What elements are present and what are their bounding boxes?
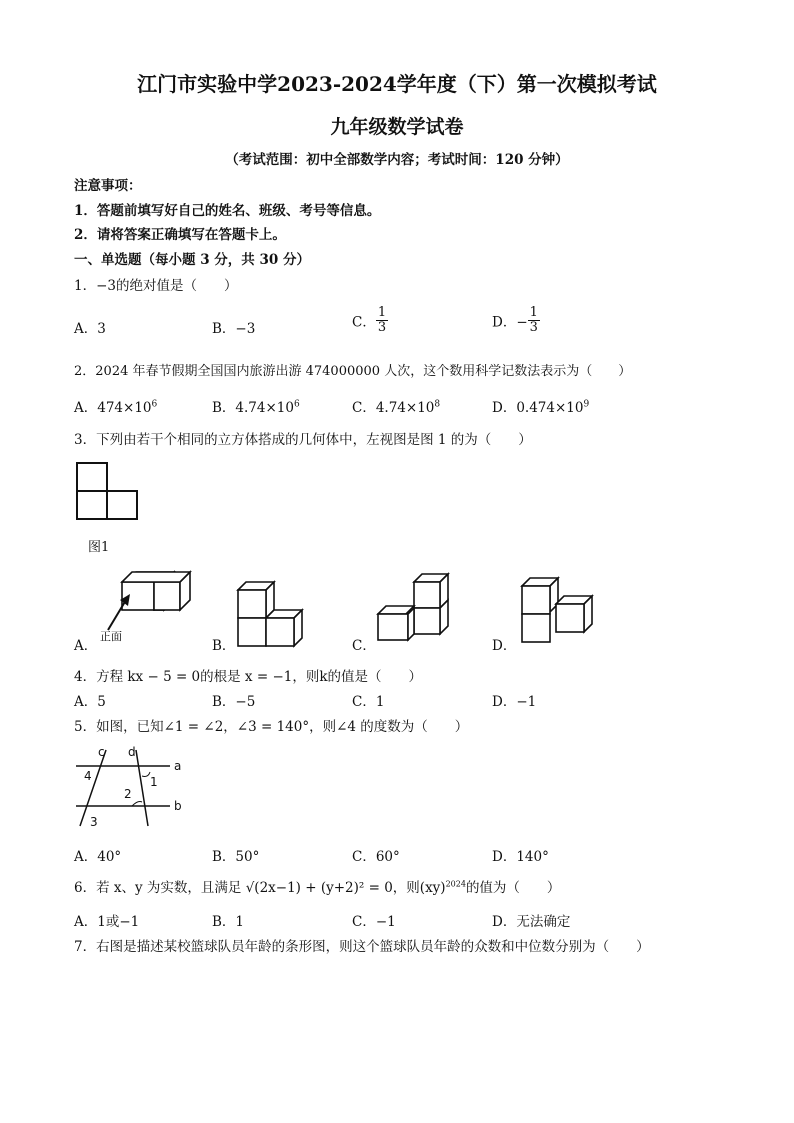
q4-option-a: A．5 xyxy=(74,694,106,710)
q2-option-b-base: B．4.74×10 xyxy=(212,400,294,416)
q6-power-base: (xy) xyxy=(419,880,446,896)
question-1-stem: 1．−3的绝对值是（ ） xyxy=(74,278,238,294)
q1-option-c xyxy=(352,306,388,335)
angle-3-label: 3 xyxy=(90,815,98,829)
note-item: 1．答题前填写好自己的姓名、班级、考号等信息。 xyxy=(74,203,381,219)
q2-option-c xyxy=(352,396,440,416)
note-item: 2．请将答案正确填写在答题卡上。 xyxy=(74,227,286,243)
q2-option-b xyxy=(212,396,300,416)
q2-option-c-base: C．4.74×10 xyxy=(352,400,435,416)
q3-option-c-figure xyxy=(376,572,452,644)
line-a-label: a xyxy=(174,759,182,773)
q6-option-b: B．1 xyxy=(212,914,245,930)
question-3-stem: 3．下列由若干个相同的立方体搭成的几何体中，左视图是图 1 的为（ ） xyxy=(74,432,532,448)
line-b-label: b xyxy=(174,799,182,813)
q1-option-a: A．3 xyxy=(74,321,106,337)
q6-option-a: A．1或−1 xyxy=(74,914,140,930)
q5-option-b: B．50° xyxy=(212,849,260,865)
q6-option-d: D．无法确定 xyxy=(492,914,571,930)
question-6-stem xyxy=(74,876,560,896)
q1-option-b: B．−3 xyxy=(212,321,256,337)
q3-option-d: D． xyxy=(492,638,517,654)
q4-option-d: D．−1 xyxy=(492,694,537,710)
q1-option-c-prefix: C． xyxy=(352,314,376,331)
fraction-numerator: 1 xyxy=(529,305,538,320)
page-subtitle: 九年级数学试卷 xyxy=(330,116,464,138)
fraction xyxy=(528,306,540,335)
notes-heading: 注意事项： xyxy=(74,178,142,194)
fraction-denominator: 3 xyxy=(529,320,538,335)
q6-stem-prefix: 6．若 x、y 为实数，且满足 xyxy=(74,880,246,896)
q6-stem-mid: ，则 xyxy=(392,880,420,896)
q6-stem-suffix: 的值为（ ） xyxy=(465,880,561,896)
q2-option-a xyxy=(74,396,157,416)
question-7-stem: 7．右图是描述某校篮球队员年龄的条形图，则这个篮球队员年龄的众数和中位数分别为（ ） xyxy=(74,939,650,955)
q1-option-d-prefix: D．− xyxy=(492,314,528,331)
q2-option-a-exponent: 6 xyxy=(151,399,158,410)
front-label: 正面 xyxy=(100,630,122,643)
q5-option-d: D．140° xyxy=(492,849,549,865)
fraction-numerator: 1 xyxy=(377,305,387,320)
page-title: 江门市实验中学2023-2024学年度（下）第一次模拟考试 xyxy=(137,72,657,96)
q2-option-a-base: A．474×10 xyxy=(74,400,152,416)
q5-option-a: A．40° xyxy=(74,849,122,865)
q2-option-d-base: D．0.474×10 xyxy=(492,400,584,416)
q1-option-d xyxy=(492,306,540,335)
line-c-label: c xyxy=(98,745,105,759)
q6-power-exponent: 2024 xyxy=(445,879,466,889)
q3-option-a-figure xyxy=(96,570,206,642)
section-heading: 一、单选题（每小题 3 分，共 30 分） xyxy=(74,252,310,268)
q4-option-b: B．−5 xyxy=(212,694,256,710)
q6-equation: √(2x−1) + (y+2)² = 0 xyxy=(245,880,393,896)
q3-option-c: C． xyxy=(352,638,376,654)
q3-option-d-figure xyxy=(520,576,600,644)
q3-option-a: A． xyxy=(74,638,98,654)
angle-4-label: 4 xyxy=(84,769,92,783)
question-5-figure xyxy=(72,742,192,832)
question-4-stem: 4．方程 kx − 5 = 0的根是 x = −1，则k的值是（ ） xyxy=(74,669,423,685)
q2-option-c-exponent: 8 xyxy=(434,399,441,410)
line-d-label: d xyxy=(128,745,136,759)
q3-option-b: B． xyxy=(212,638,236,654)
q2-option-d xyxy=(492,396,589,416)
q6-option-c: C．−1 xyxy=(352,914,396,930)
figure-1-left-view xyxy=(76,462,140,522)
q3-option-b-figure xyxy=(236,580,306,648)
question-2-stem: 2．2024 年春节假期全国国内旅游出游 474000000 人次，这个数用科学记数法表示为（ ） xyxy=(74,364,632,379)
q2-option-d-exponent: 9 xyxy=(583,399,590,410)
figure-1-caption: 图1 xyxy=(88,540,110,555)
fraction-denominator: 3 xyxy=(377,320,387,335)
q5-option-c: C．60° xyxy=(352,849,400,865)
q4-option-c: C．1 xyxy=(352,694,385,710)
angle-1-label: 1 xyxy=(150,775,158,789)
exam-info: （考试范围：初中全部数学内容；考试时间：120 分钟） xyxy=(225,152,569,168)
q2-option-b-exponent: 6 xyxy=(293,399,300,410)
angle-2-label: 2 xyxy=(124,787,132,801)
question-5-stem: 5．如图，已知∠1 = ∠2，∠3 = 140°，则∠4 的度数为（ ） xyxy=(74,719,469,735)
fraction xyxy=(376,306,388,335)
